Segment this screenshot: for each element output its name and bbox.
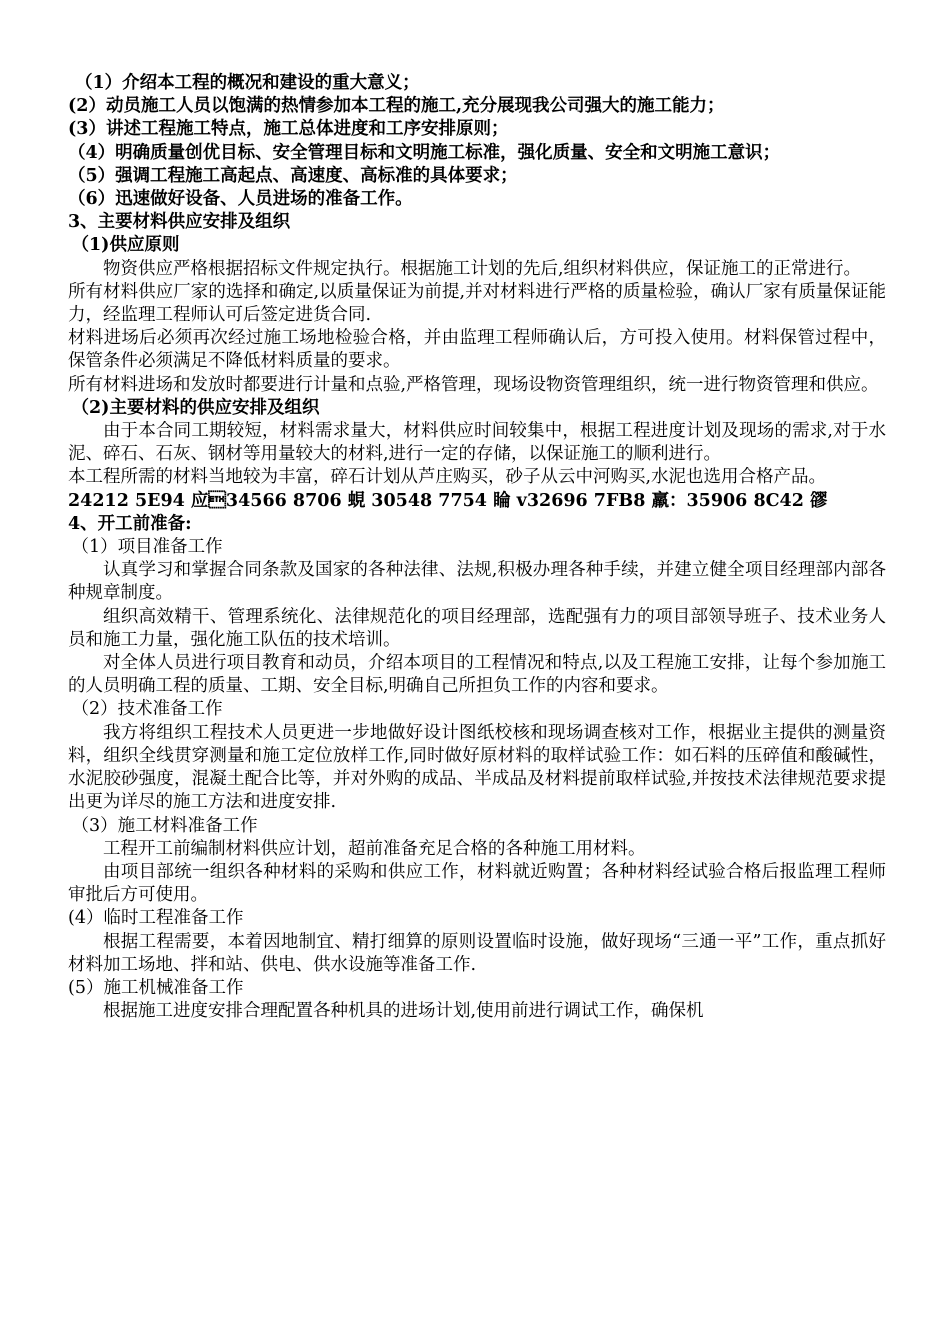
paragraph: 对全体人员进行项目教育和动员，介绍本项目的工程情况和特点,以及工程施工安排，让每个参加施工的人员明确工程的质量、工期、安全目标,明确自己所担负工作的内容和要求。 <box>68 653 886 697</box>
document-page <box>68 72 886 1023</box>
paragraph: 物资供应严格根据招标文件规定执行。根据施工计划的先后,组织材料供应，保证施工的正常进行。 <box>103 258 862 279</box>
garbled-line: 24212 5E94 应34566 8706 蜆 30548 7754 睔 v32696 7FB8 羸：35906 8C42 豂 <box>68 490 828 511</box>
paragraph: 组织高效精干、管理系统化、法律规范化的项目经理部，选配强有力的项目部领导班子、技术业务人员和施工力量，强化施工队伍的技术培训。 <box>68 606 886 650</box>
section-heading: 3、主要材料供应安排及组织 <box>68 212 291 233</box>
paragraph: 所有材料进场和发放时都要进行计量和点验,严格管理，现场设物资管理组织，统一进行物资管理和供应。 <box>68 374 879 395</box>
subsection-heading: （1)供应原则 <box>71 235 180 256</box>
paragraph: 本工程所需的材料当地较为丰富，碎石计划从芦庄购买，砂子从云中河购买,水泥也选用合格产品。 <box>68 467 827 488</box>
paragraph: 由于本合同工期较短，材料需求量大，材料供应时间较集中，根据工程进度计划及现场的需求,对于水泥、碎石、石灰、钢材等用量较大的材料,进行一定的存储，以保证施工的顺利进行。 <box>68 421 886 465</box>
subsection-heading: （2）技术准备工作 <box>71 699 223 720</box>
section-heading: 4、开工前准备: <box>68 513 192 534</box>
paragraph: (2）动员施工人员以饱满的热情参加本工程的施工,充分展现我公司强大的施工能力； <box>68 96 725 117</box>
subsection-heading: （3）施工材料准备工作 <box>71 815 258 836</box>
paragraph: 材料进场后必须再次经过施工场地检验合格，并由监理工程师确认后，方可投入使用。材料保管过程中，保管条件必须满足不降低材料质量的要求。 <box>68 328 886 372</box>
subsection-heading: （1）项目准备工作 <box>71 537 223 558</box>
paragraph: （1）介绍本工程的概况和建设的重大意义； <box>75 73 420 93</box>
paragraph: 我方将组织工程技术人员更进一步地做好设计图纸校核和现场调查核对工作，根据业主提供的测量资料，组织全线贯穿测量和施工定位放样工作,同时做好原材料的取样试验工作：如石料的压碎值和酸碱性，水泥胶砂强度，混凝土配合比等，并对外购的成品、半成品及材料提前取样试验,并按技术法律规范要求提出更为详尽的施工方法和进度安排. <box>68 722 886 813</box>
paragraph: 工程开工前编制材料供应计划，超前准备充足合格的各种施工用材料。 <box>103 838 646 859</box>
subsection-heading: （2)主要材料的供应安排及组织 <box>71 397 320 418</box>
paragraph: 根据工程需要，本着因地制宜、精打细算的原则设置临时设施，做好现场“三通一平”工作，重点抓好材料加工场地、拌和站、供电、供水设施等准备工作. <box>68 931 886 975</box>
paragraph: 所有材料供应厂家的选择和确定,以质量保证为前提,并对材料进行严格的质量检验，确认厂家有质量保证能力，经监理工程师认可后签定进货合同. <box>68 281 886 326</box>
subsection-heading: (5）施工机械准备工作 <box>68 977 244 998</box>
paragraph: （4）明确质量创优目标、安全管理目标和文明施工标准，强化质量、安全和文明施工意识； <box>68 142 781 163</box>
paragraph: (3）讲述工程施工特点，施工总体进度和工序安排原则； <box>68 119 509 140</box>
subsection-heading: (4）临时工程准备工作 <box>68 908 244 929</box>
paragraph: （6）迅速做好设备、人员进场的准备工作。 <box>68 189 413 210</box>
paragraph: 认真学习和掌握合同条款及国家的各种法律、法规,积极办理各种手续，并建立健全项目经理部内部各种规章制度。 <box>68 560 886 604</box>
paragraph: 根据施工进度安排合理配置各种机具的进场计划,使用前进行调试工作，确保机 <box>103 1001 704 1022</box>
paragraph: （5）强调工程施工高起点、高速度、高标准的具体要求； <box>68 165 518 186</box>
paragraph: 由项目部统一组织各种材料的采购和供应工作，材料就近购置；各种材料经试验合格后报监理工程师审批后方可使用。 <box>68 861 886 906</box>
